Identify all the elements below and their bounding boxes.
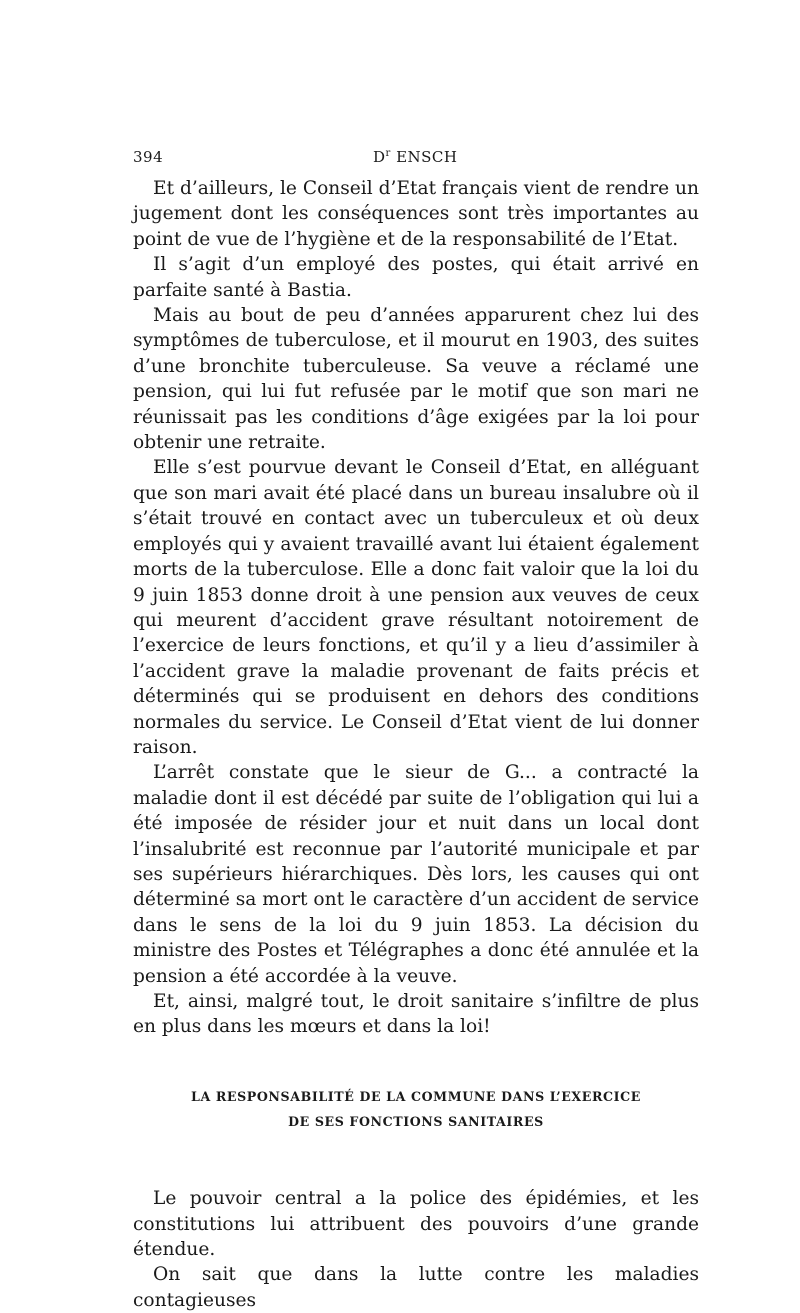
section-heading-line: DE SES FONCTIONS SANITAIRES	[288, 1114, 544, 1130]
paragraph: Mais au bout de peu d’années apparurent chez lui des symptômes de tuberculose, et il mourut en 1903, des suites d’une bronchite tuberculeuse. Sa veuve a réclamé une pension, qui lui fut refusée par le motif que son mari ne réunissait pas les conditions d’âge exigées par la loi pour obtenir une retraite.	[133, 305, 699, 454]
paragraph: L’arrêt constate que le sieur de G... a contracté la maladie dont il est décédé par suite de l’obligation qui lui a été imposée de résider jour et nuit dans un local dont l’insalubrité est reconnue par l’autorité municipale et par ses supérieurs hiérarchiques. Dès lors, les causes qui ont déterminé sa mort ont le caractère d’un accident de service dans le sens de la loi du 9 juin 1853. La décision du ministre des Postes et Télégraphes a donc été annulée et la pension a été accordée à la veuve.	[133, 762, 699, 987]
paragraph: Elle s’est pourvue devant le Conseil d’Etat, en alléguant que son mari avait été placé dans un bureau insalubre où il s’était trouvé en contact avec un tuberculeux et où deux employés qui y avaient travaillé avant lui étaient également morts de la tuberculose. Elle a donc fait valoir que la loi du 9 juin 1853 donne droit à une pension aux veuves de ceux qui meurent d’accident grave résultant notoirement de l’exercice de leurs fonctions, et qu’il y a lieu d’assimiler à l’accident grave la maladie provenant de faits précis et déterminés qui se produisent en dehors des conditions normales du service. Le Conseil d’Etat vient de lui donner raison.	[133, 457, 699, 758]
paragraph: Il s’agit d’un employé des postes, qui était arrivé en parfaite santé à Bastia.	[133, 254, 699, 301]
section-heading-line: LA RESPONSABILITÉ DE LA COMMUNE DANS L’EXERCICE	[191, 1088, 641, 1104]
paragraph: Et d’ailleurs, le Conseil d’Etat français vient de rendre un jugement dont les conséquences sont très importantes au point de vue de l’hygiène et de la responsabilité de l’Etat.	[133, 178, 699, 250]
section-body	[133, 1186, 699, 1313]
body-text	[133, 176, 699, 1040]
paragraph: Et, ainsi, malgré tout, le droit sanitaire s’infiltre de plus en plus dans les mœurs et dans la loi!	[133, 991, 699, 1038]
paragraph: On sait que dans la lutte contre les maladies contagieuses	[133, 1264, 699, 1311]
author-name: ENSCH	[390, 148, 458, 166]
page-number: 394	[133, 148, 164, 166]
paragraph: Le pouvoir central a la police des épidémies, et les constitutions lui attribuent des pouvoirs d’une grande étendue.	[133, 1188, 699, 1261]
section-heading	[133, 1084, 699, 1134]
running-head	[133, 148, 699, 172]
book-page	[133, 148, 699, 1313]
author-prefix: D	[373, 148, 386, 166]
running-head-author	[373, 148, 458, 166]
author-prefix-superscript: r	[385, 148, 391, 159]
